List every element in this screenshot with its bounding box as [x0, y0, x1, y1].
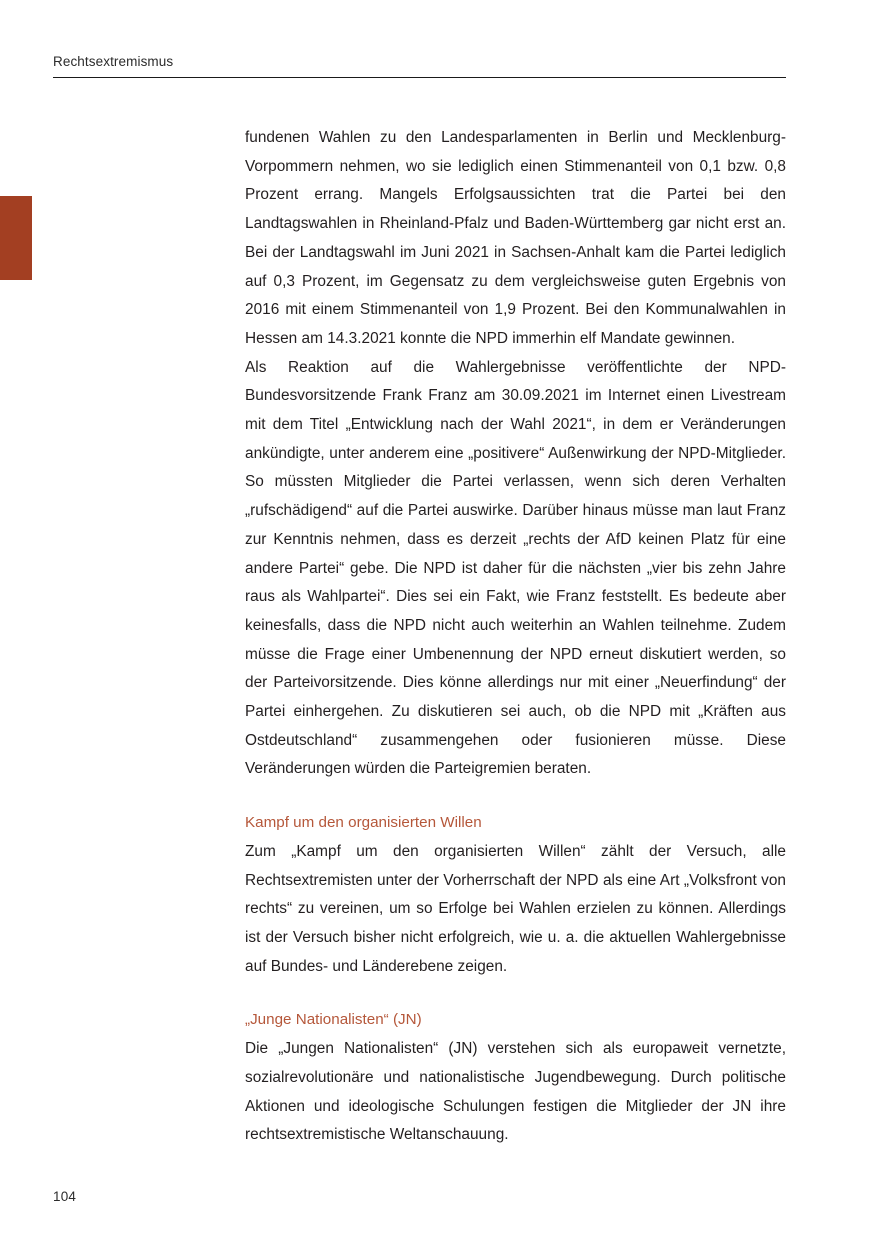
body-paragraph: Die „Jungen Nationalisten“ (JN) verstehen sich als europaweit vernetzte, sozialrevolutionäre und nationalistische Jugendbewegung. Durch politische Aktionen und ideologische Schulungen festigen die Mitglieder der JN ihre rechtsextremistische Weltanschauung.: [245, 1040, 786, 1144]
body-paragraph: Als Reaktion auf die Wahlergebnisse veröffentlichte der NPD-Bundesvorsitzende Frank Franz am 30.09.2021 im Internet einen Livestream mit dem Titel „Entwicklung nach der Wahl 2021“, in dem er Veränderungen ankündigte, unter anderem eine „positivere“ Außenwirkung der NPD-Mitglieder. So müssten Mitglieder die Partei verlassen, wenn sich deren Verhalten „rufschädigend“ auf die Partei auswirke. Darüber hinaus müsse man laut Franz zur Kenntnis nehmen, dass es derzeit „rechts der AfD keinen Platz für eine andere Partei“ gebe. Die NPD ist daher für die nächsten „vier bis zehn Jahre raus als Wahlpartei“. Dies sei ein Fakt, wie Franz feststellt. Es bedeute aber keinesfalls, dass die NPD nicht auch weiterhin an Wahlen teilnehme. Zudem müsse die Frage einer Umbenennung der NPD erneut diskutiert werden, so der Parteivorsitzende. Dies könne allerdings nur mit einer „Neuerfindung“ der Partei einhergehen. Zu diskutieren sei auch, ob die NPD mit „Kräften aus Ostdeutschland“ zusammengehen oder fusionieren müsse. Diese Veränderungen würden die Parteigremien beraten.: [245, 358, 786, 778]
running-head-label: Rechtsextremismus: [53, 54, 174, 69]
section-heading-kampf-um-den-organisierten-willen: Kampf um den organisierten Willen: [245, 814, 482, 832]
chapter-thumb-marker: [0, 196, 32, 280]
paragraph-spacer: [245, 981, 786, 1006]
page-number: 104: [53, 1189, 77, 1204]
running-head: [53, 54, 786, 70]
body-paragraph: Zum „Kampf um den organisierten Willen“ zählt der Versuch, alle Rechtsextremisten unter der Vorherrschaft der NPD als eine Art „Volksfront von rechts“ zu vereinen, um so Erfolge bei Wahlen erzielen zu können. Allerdings ist der Versuch bisher nicht erfolgreich, wie u. a. die aktuellen Wahlergebnisse auf Bundes- und Länderebene zeigen.: [245, 842, 786, 975]
running-head-rule: [53, 77, 786, 78]
section-heading-junge-nationalisten: „Junge Nationalisten“ (JN): [245, 1011, 422, 1029]
paragraph-spacer: [245, 784, 786, 809]
body-text-column: [245, 124, 786, 1150]
body-paragraph: fundenen Wahlen zu den Landesparlamenten in Berlin und Mecklenburg-Vorpommern nehmen, wo sie lediglich einen Stimmenanteil von 0,1 bzw. 0,8 Prozent errang. Mangels Erfolgsaussichten trat die Partei bei den Landtagswahlen in Rheinland-Pfalz und Baden-Württemberg gar nicht erst an. Bei der Landtagswahl im Juni 2021 in Sachsen-Anhalt kam die Partei lediglich auf 0,3 Prozent, im Gegensatz zu dem vergleichsweise guten Ergebnis von 2016 mit einem Stimmenanteil von 1,9 Prozent. Bei den Kommunalwahlen in Hessen am 14.3.2021 konnte die NPD immerhin elf Mandate gewinnen.: [245, 129, 786, 347]
